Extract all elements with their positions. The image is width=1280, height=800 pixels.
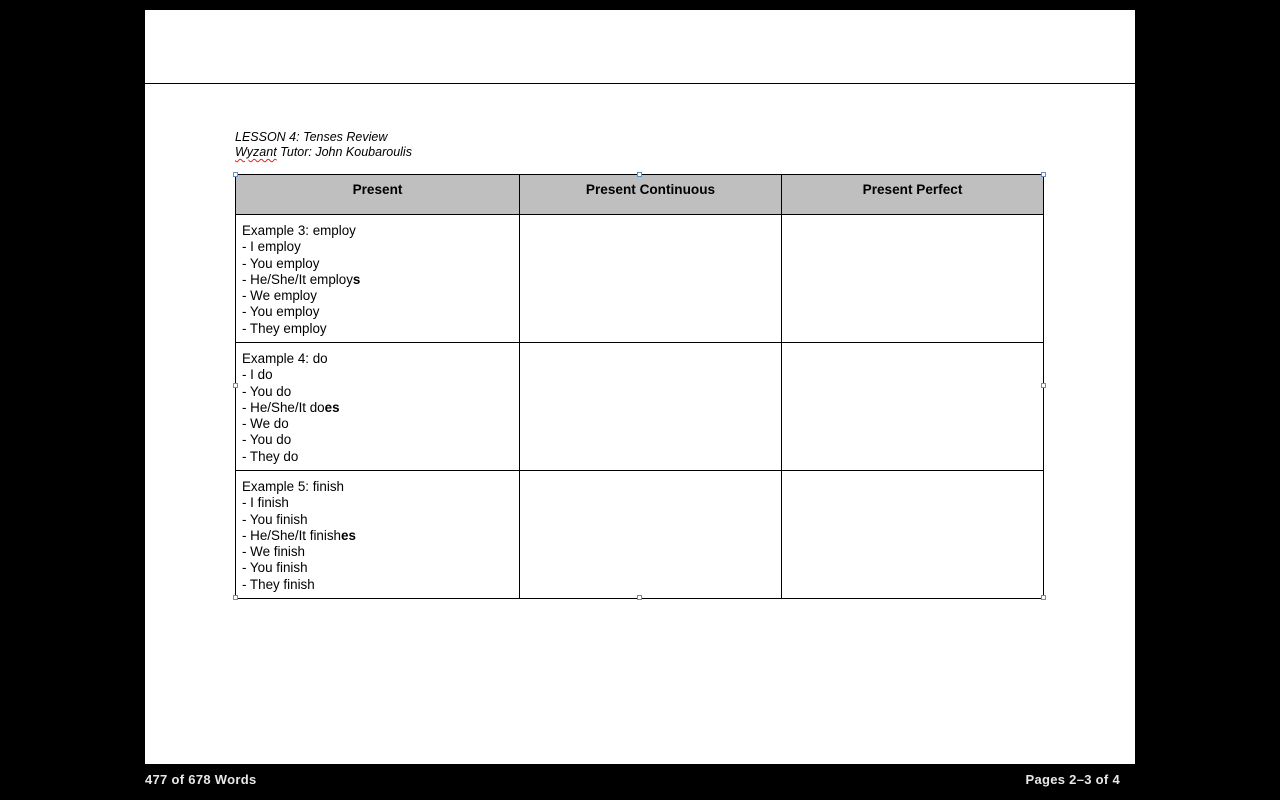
- cell-present-perfect[interactable]: [782, 471, 1044, 599]
- conjugation-line: [242, 512, 513, 528]
- status-bar: [0, 764, 1280, 800]
- conjugation-text: - You finish: [242, 511, 308, 527]
- conjugation-text: - You employ: [242, 255, 320, 271]
- conjugation-ending: es: [341, 527, 356, 543]
- table-row: [236, 343, 1044, 471]
- conjugation-line: [242, 288, 513, 304]
- tutor-name: Tutor: John Koubaroulis: [276, 145, 412, 159]
- conjugation-ending: s: [352, 271, 361, 287]
- conjugation-text: - They finish: [242, 576, 315, 592]
- conjugation-text: - He/She/It finish: [242, 527, 341, 543]
- example-title: Example 5: finish: [242, 479, 344, 494]
- conjugation-line: [242, 528, 513, 544]
- cell-present-perfect[interactable]: [782, 343, 1044, 471]
- conjugation-list: [236, 343, 519, 465]
- table-handle-top-middle[interactable]: [637, 172, 642, 177]
- word-count[interactable]: 477 of 678 Words: [145, 772, 257, 787]
- cell-present-continuous[interactable]: [520, 343, 782, 471]
- tenses-table[interactable]: [235, 174, 1044, 599]
- conjugation-text: - We finish: [242, 544, 306, 560]
- conjugation-text: - He/She/It employ: [242, 271, 353, 287]
- conjugation-text: - I employ: [242, 239, 301, 255]
- header-present-perfect[interactable]: Present Perfect: [782, 175, 1044, 215]
- conjugation-line: [242, 544, 513, 560]
- table-handle-top-left[interactable]: [233, 172, 238, 177]
- header-divider: [145, 83, 1135, 84]
- conjugation-text: - They do: [242, 448, 299, 464]
- page-indicator[interactable]: Pages 2–3 of 4: [1025, 772, 1120, 787]
- header-present-continuous[interactable]: Present Continuous: [520, 175, 782, 215]
- table-handle-bottom-middle[interactable]: [637, 595, 642, 600]
- header-present[interactable]: Present: [236, 175, 520, 215]
- example-title: Example 3: employ: [242, 223, 356, 238]
- lesson-title: LESSON 4: Tenses Review: [235, 130, 388, 144]
- cell-present[interactable]: [236, 343, 520, 471]
- conjugation-line: [242, 560, 513, 576]
- cell-present-perfect[interactable]: [782, 215, 1044, 343]
- cell-present-continuous[interactable]: [520, 215, 782, 343]
- table-row: [236, 215, 1044, 343]
- conjugation-ending: es: [324, 399, 340, 415]
- document-heading: [235, 130, 412, 160]
- conjugation-line: [242, 416, 513, 432]
- conjugation-text: - You do: [242, 432, 292, 448]
- conjugation-text: - You employ: [242, 304, 320, 320]
- cell-present[interactable]: [236, 471, 520, 599]
- cell-present[interactable]: [236, 215, 520, 343]
- conjugation-line: [242, 577, 513, 593]
- table-handle-middle-left[interactable]: [233, 383, 238, 388]
- tutor-prefix: Wyzant: [235, 145, 277, 159]
- conjugation-line: [242, 400, 513, 416]
- conjugation-line: [242, 321, 513, 337]
- conjugation-text: - They employ: [242, 320, 327, 336]
- conjugation-line: [242, 495, 513, 511]
- conjugation-text: - We employ: [242, 288, 317, 304]
- conjugation-line: [242, 367, 513, 383]
- table-row: [236, 471, 1044, 599]
- cell-present-continuous[interactable]: [520, 471, 782, 599]
- conjugation-list: [236, 215, 519, 337]
- conjugation-line: [242, 432, 513, 448]
- tutor-line: [235, 145, 412, 160]
- table-handle-bottom-right[interactable]: [1041, 595, 1046, 600]
- conjugation-text: - You do: [242, 383, 292, 399]
- conjugation-line: [242, 304, 513, 320]
- table-header-row: [236, 175, 1044, 215]
- table-handle-bottom-left[interactable]: [233, 595, 238, 600]
- conjugation-text: - We do: [242, 416, 289, 432]
- document-page[interactable]: [145, 10, 1135, 764]
- table-handle-middle-right[interactable]: [1041, 383, 1046, 388]
- conjugation-list: [236, 471, 519, 593]
- conjugation-text: - I do: [242, 367, 273, 383]
- conjugation-line: [242, 272, 513, 288]
- conjugation-line: [242, 384, 513, 400]
- conjugation-line: [242, 449, 513, 465]
- table-handle-top-right[interactable]: [1041, 172, 1046, 177]
- conjugation-line: [242, 256, 513, 272]
- conjugation-text: - He/She/It do: [242, 399, 325, 415]
- example-title: Example 4: do: [242, 351, 328, 366]
- conjugation-text: - You finish: [242, 560, 308, 576]
- conjugation-text: - I finish: [242, 495, 289, 511]
- conjugation-line: [242, 239, 513, 255]
